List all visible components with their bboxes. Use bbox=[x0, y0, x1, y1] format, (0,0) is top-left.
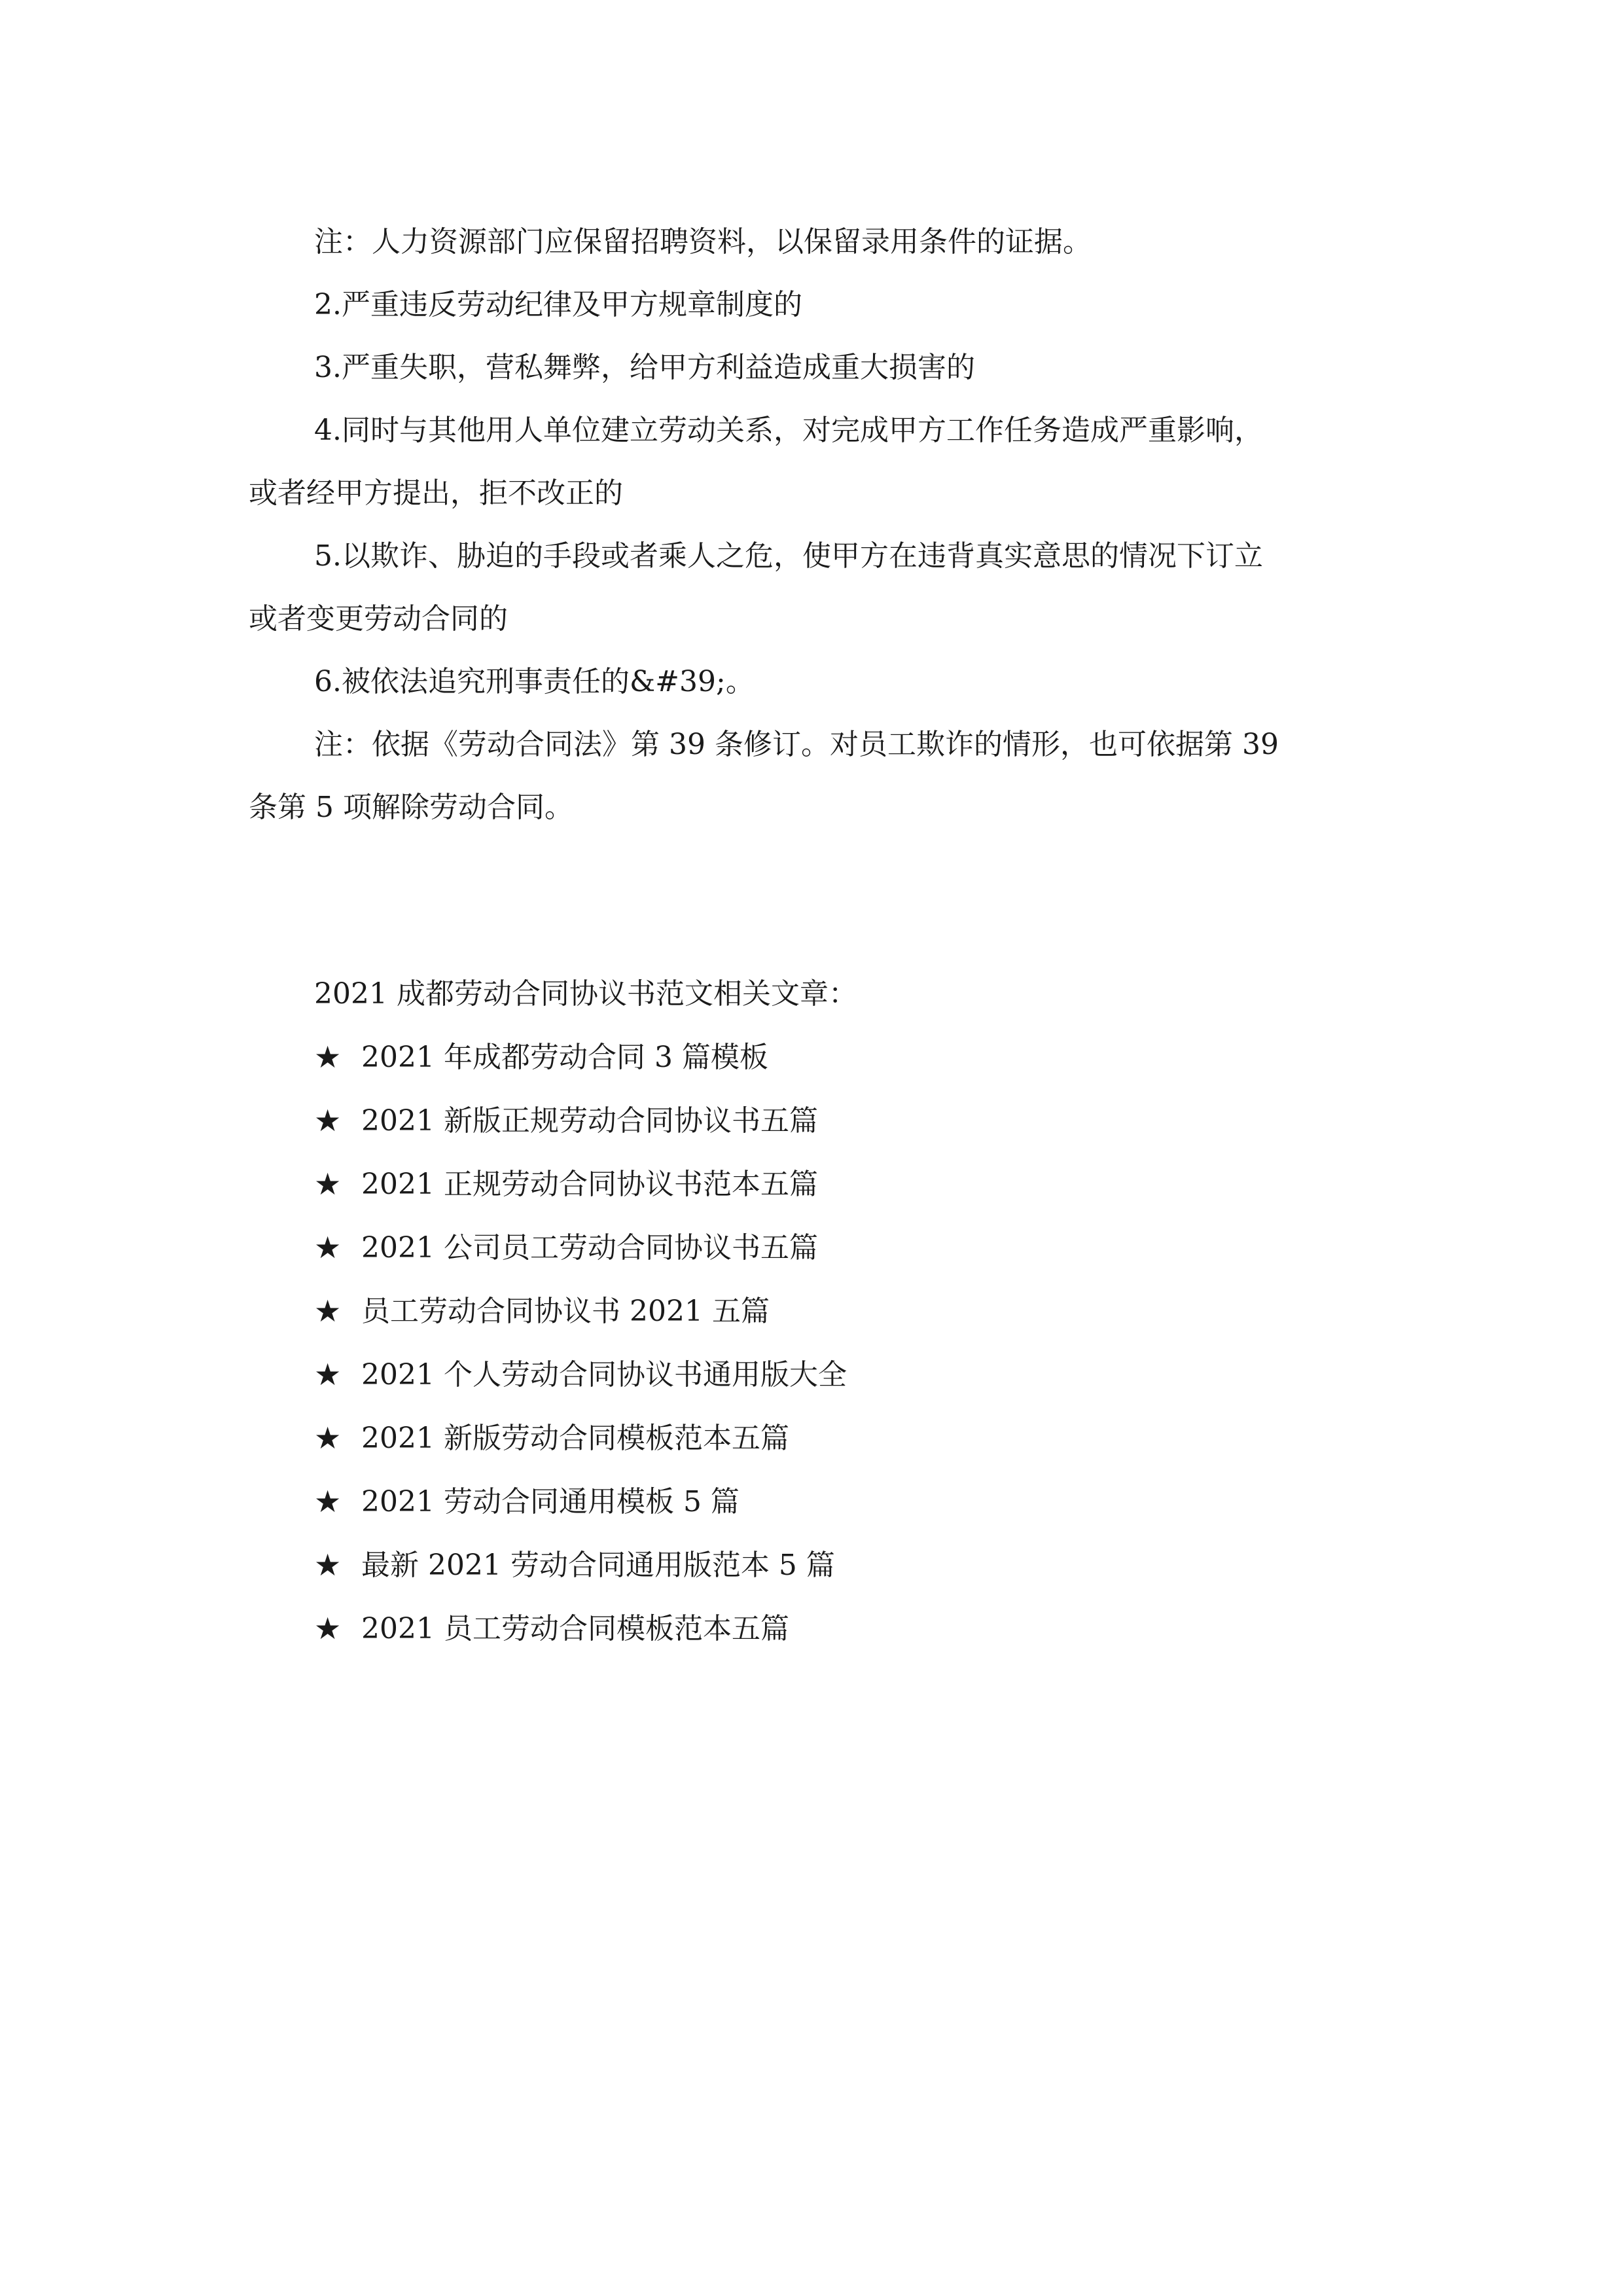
star-icon: ★ bbox=[314, 1420, 342, 1456]
clause-5-line-1: 5.以欺诈、胁迫的手段或者乘人之危，使甲方在违背真实意思的情况下订立 bbox=[314, 539, 1263, 573]
star-icon: ★ bbox=[314, 1547, 342, 1583]
star-icon: ★ bbox=[314, 1166, 342, 1202]
related-articles bbox=[314, 962, 1387, 1660]
star-icon: ★ bbox=[314, 1230, 342, 1265]
related-article-link[interactable] bbox=[314, 1407, 1387, 1470]
clause-4-line-1: 4.同时与其他用人单位建立劳动关系，对完成甲方工作任务造成严重影响， bbox=[314, 414, 1263, 447]
related-article-title: 2021 公司员工劳动合同协议书五篇 bbox=[361, 1231, 818, 1265]
related-article-link[interactable] bbox=[314, 1153, 1387, 1216]
star-icon: ★ bbox=[314, 1103, 342, 1138]
note-law-line-2: 条第 5 项解除劳动合同。 bbox=[249, 791, 573, 824]
related-article-link[interactable] bbox=[314, 1597, 1387, 1660]
related-article-title: 2021 劳动合同通用模板 5 篇 bbox=[361, 1485, 740, 1518]
note-law-line-1: 注：依据《劳动合同法》第 39 条修订。对员工欺诈的情形，也可依据第 39 bbox=[314, 728, 1279, 761]
related-article-title: 2021 员工劳动合同模板范本五篇 bbox=[361, 1612, 789, 1645]
related-article-title: 员工劳动合同协议书 2021 五篇 bbox=[361, 1295, 770, 1328]
related-article-link[interactable] bbox=[314, 1026, 1387, 1089]
clause-5-line-2: 或者变更劳动合同的 bbox=[249, 602, 508, 636]
clause-6: 6.被依法追究刑事责任的&#39;。 bbox=[314, 665, 755, 698]
related-article-title: 2021 正规劳动合同协议书范本五篇 bbox=[361, 1168, 818, 1201]
related-article-link[interactable] bbox=[314, 1470, 1387, 1534]
star-icon: ★ bbox=[314, 1039, 342, 1075]
star-icon: ★ bbox=[314, 1611, 342, 1646]
star-icon: ★ bbox=[314, 1357, 342, 1392]
related-article-title: 2021 个人劳动合同协议书通用版大全 bbox=[361, 1358, 847, 1391]
related-article-link[interactable] bbox=[314, 1534, 1387, 1597]
related-article-link[interactable] bbox=[314, 1343, 1387, 1407]
related-article-title: 2021 年成都劳动合同 3 篇模板 bbox=[361, 1041, 768, 1074]
body-text bbox=[249, 211, 1387, 839]
related-article-title: 2021 新版劳动合同模板范本五篇 bbox=[361, 1422, 789, 1455]
related-article-link[interactable] bbox=[314, 1216, 1387, 1280]
note-recruitment: 注：人力资源部门应保留招聘资料，以保留录用条件的证据。 bbox=[314, 225, 1092, 259]
related-article-title: 最新 2021 劳动合同通用版范本 5 篇 bbox=[361, 1549, 835, 1582]
related-articles-heading: 2021 成都劳动合同协议书范文相关文章： bbox=[314, 977, 857, 1011]
star-icon: ★ bbox=[314, 1484, 342, 1519]
star-icon: ★ bbox=[314, 1293, 342, 1329]
clause-2: 2.严重违反劳动纪律及甲方规章制度的 bbox=[314, 288, 802, 321]
clause-3: 3.严重失职，营私舞弊，给甲方利益造成重大损害的 bbox=[314, 351, 975, 384]
related-article-link[interactable] bbox=[314, 1280, 1387, 1343]
related-article-title: 2021 新版正规劳动合同协议书五篇 bbox=[361, 1104, 818, 1138]
related-article-link[interactable] bbox=[314, 1089, 1387, 1153]
clause-4-line-2: 或者经甲方提出，拒不改正的 bbox=[249, 476, 623, 510]
